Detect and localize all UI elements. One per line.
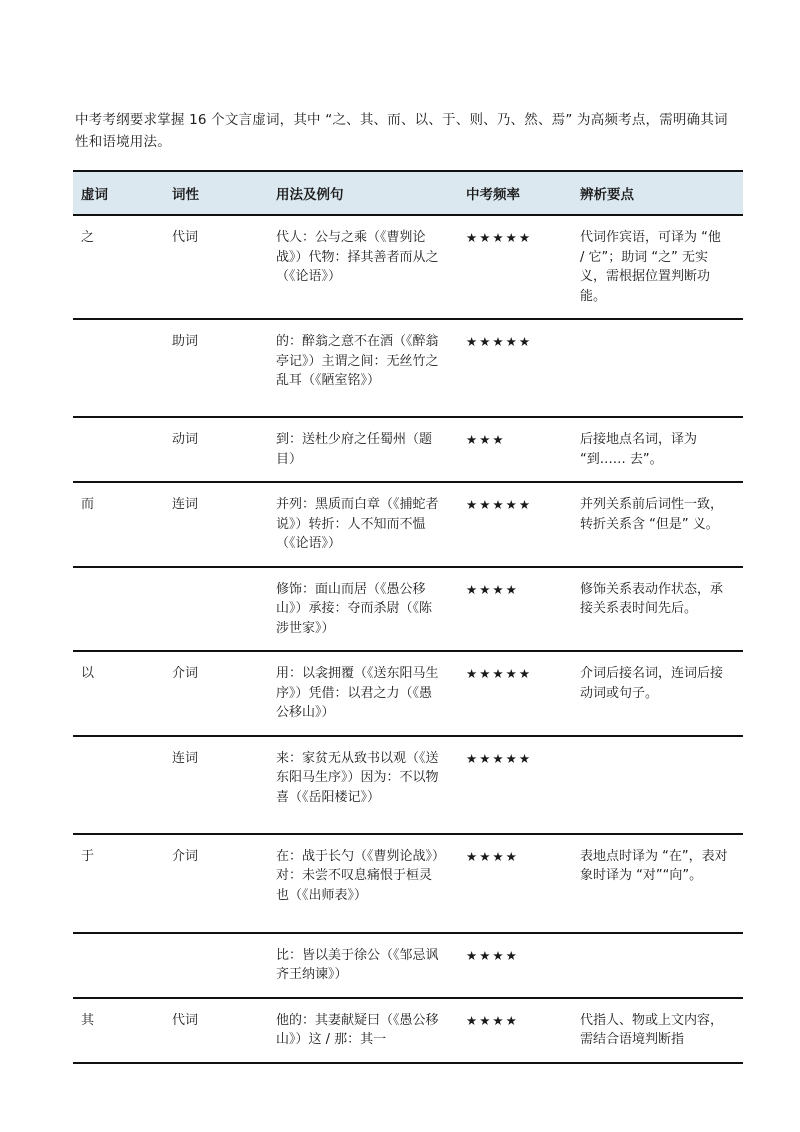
table-row: [73, 998, 743, 1063]
cell-note: 介词后接名词，连词后接动词或句子。: [572, 651, 743, 736]
cell-frequency-stars: ★★★★★: [458, 319, 572, 417]
table-row: [73, 417, 743, 482]
header-key-points: 辨析要点: [572, 171, 743, 215]
cell-word: 于: [73, 834, 164, 933]
cell-usage: 代人：公与之乘（《曹刿论战》）代物：择其善者而从之（《论语》）: [268, 215, 458, 319]
cell-note: 修饰关系表动作状态，承接关系表时间先后。: [572, 567, 743, 652]
header-usage-examples: 用法及例句: [268, 171, 458, 215]
table-row: [73, 834, 743, 933]
cell-word: [73, 933, 164, 998]
cell-note: [572, 933, 743, 998]
cell-pos: [164, 933, 268, 998]
cell-note: 并列关系前后词性一致，转折关系含 “但是” 义。: [572, 482, 743, 567]
cell-pos: [164, 567, 268, 652]
cell-frequency-stars: ★★★★: [458, 933, 572, 998]
cell-word: 而: [73, 482, 164, 567]
cell-pos: 代词: [164, 215, 268, 319]
cell-usage: 到：送杜少府之任蜀州（题目）: [268, 417, 458, 482]
cell-frequency-stars: ★★★★★: [458, 482, 572, 567]
cell-usage: 比：皆以美于徐公（《邹忌讽齐王纳谏》）: [268, 933, 458, 998]
cell-frequency-stars: ★★★★★: [458, 651, 572, 736]
function-words-table-container: [73, 170, 743, 1064]
intro-paragraph: 中考考纲要求掌握 16 个文言虚词，其中 “之、其、而、以、于、则、乃、然、焉” 为高频考点，需明确其词性和语境用法。: [75, 111, 728, 150]
cell-frequency-stars: ★★★★: [458, 998, 572, 1063]
cell-usage: 用：以衾拥覆（《送东阳马生序》）凭借：以君之力（《愚公移山》）: [268, 651, 458, 736]
cell-pos: 介词: [164, 651, 268, 736]
table-body: [73, 215, 743, 1063]
header-part-of-speech: 词性: [164, 171, 268, 215]
table-row: [73, 319, 743, 417]
cell-frequency-stars: ★★★★: [458, 567, 572, 652]
header-exam-frequency: 中考频率: [458, 171, 572, 215]
cell-note: 表地点时译为 “在”，表对象时译为 “对”“向”。: [572, 834, 743, 933]
cell-usage: 修饰：面山而居（《愚公移山》）承接：夺而杀尉（《陈涉世家》）: [268, 567, 458, 652]
function-words-table: [73, 170, 743, 1064]
cell-word: [73, 319, 164, 417]
cell-note: 代指人、物或上文内容，需结合语境判断指: [572, 998, 743, 1063]
cell-word: [73, 736, 164, 834]
table-header: [73, 171, 743, 215]
header-function-word: 虚词: [73, 171, 164, 215]
cell-usage: 并列：黑质而白章（《捕蛇者说》）转折：人不知而不愠（《论语》）: [268, 482, 458, 567]
cell-word: [73, 567, 164, 652]
cell-usage: 来：家贫无从致书以观（《送东阳马生序》）因为：不以物喜（《岳阳楼记》）: [268, 736, 458, 834]
table-header-row: [73, 171, 743, 215]
cell-usage: 在：战于长勺（《曹刿论战》）对：未尝不叹息痛恨于桓灵也（《出师表》）: [268, 834, 458, 933]
table-row: [73, 215, 743, 319]
cell-word: [73, 417, 164, 482]
cell-note: 代词作宾语，可译为 “他 / 它”；助词 “之” 无实义，需根据位置判断功能。: [572, 215, 743, 319]
cell-word: 其: [73, 998, 164, 1063]
cell-pos: 连词: [164, 482, 268, 567]
cell-pos: 动词: [164, 417, 268, 482]
cell-note: [572, 736, 743, 834]
cell-pos: 连词: [164, 736, 268, 834]
table-row: [73, 736, 743, 834]
cell-frequency-stars: ★★★★★: [458, 736, 572, 834]
cell-frequency-stars: ★★★★★: [458, 215, 572, 319]
cell-word: 之: [73, 215, 164, 319]
cell-note: [572, 319, 743, 417]
cell-usage: 他的：其妻献疑曰（《愚公移山》）这 / 那：其一: [268, 998, 458, 1063]
cell-note: 后接地点名词，译为 “到…… 去”。: [572, 417, 743, 482]
cell-word: 以: [73, 651, 164, 736]
cell-pos: 助词: [164, 319, 268, 417]
table-row: [73, 482, 743, 567]
cell-pos: 介词: [164, 834, 268, 933]
cell-usage: 的：醉翁之意不在酒（《醉翁亭记》）主谓之间：无丝竹之乱耳（《陋室铭》）: [268, 319, 458, 417]
cell-pos: 代词: [164, 998, 268, 1063]
cell-frequency-stars: ★★★★: [458, 834, 572, 933]
table-row: [73, 933, 743, 998]
cell-frequency-stars: ★★★: [458, 417, 572, 482]
table-row: [73, 567, 743, 652]
table-row: [73, 651, 743, 736]
